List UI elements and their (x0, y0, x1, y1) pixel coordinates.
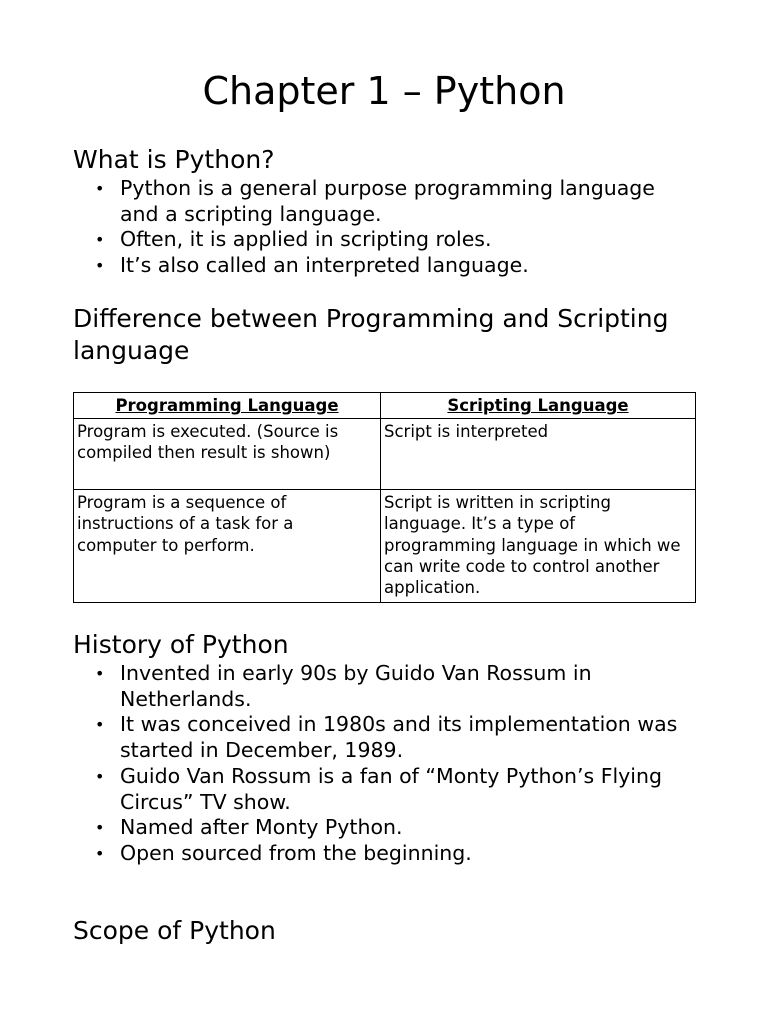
bullet-icon: • (95, 766, 105, 786)
bullet-icon: • (95, 230, 105, 250)
heading-history: History of Python (73, 630, 289, 659)
list-item: • Guido Van Rossum is a fan of “Monty Python’s Flying Circus” TV show. (95, 763, 663, 814)
table-cell: Script is interpreted (381, 419, 696, 490)
bullet-icon: • (95, 256, 105, 276)
list-item: • Invented in early 90s by Guido Van Rossum in Netherlands. (95, 661, 592, 711)
list-item: • Open sourced from the beginning. (95, 840, 472, 865)
page-title: Chapter 1 – Python (202, 69, 566, 113)
list-item: • Python is a general purpose programming language and a scripting language. (95, 176, 655, 226)
header-programming-language: Programming Language (74, 393, 381, 419)
table-cell: Program is a sequence of instructions of a task for a computer to perform. (74, 490, 381, 603)
table-row (74, 490, 696, 603)
list-item: • It’s also called an interpreted language. (95, 253, 529, 278)
comparison-table (73, 392, 696, 603)
heading-what-is-python: What is Python? (73, 145, 275, 174)
history-list (73, 661, 698, 867)
list-item: • Often, it is applied in scripting roles. (95, 227, 492, 252)
bullet-icon: • (95, 843, 105, 863)
what-is-python-list (73, 176, 698, 279)
table-header-row (74, 393, 696, 419)
bullet-icon: • (95, 818, 105, 838)
bullet-icon: • (95, 664, 105, 683)
list-item: • Named after Monty Python. (95, 815, 403, 840)
table-row (74, 419, 696, 490)
heading-difference: Difference between Programming and Scripting language (73, 304, 669, 365)
bullet-icon: • (95, 715, 105, 735)
heading-scope: Scope of Python (73, 916, 276, 945)
table-cell: Program is executed. (Source is compiled then result is shown) (74, 419, 381, 490)
header-scripting-language: Scripting Language (381, 393, 696, 419)
table-cell: Script is written in scripting language. It’s a type of programming language in which we can write code to control another application. (381, 490, 696, 603)
bullet-icon: • (95, 179, 105, 198)
list-item: • It was conceived in 1980s and its implementation was started in December, 1989. (95, 712, 678, 763)
